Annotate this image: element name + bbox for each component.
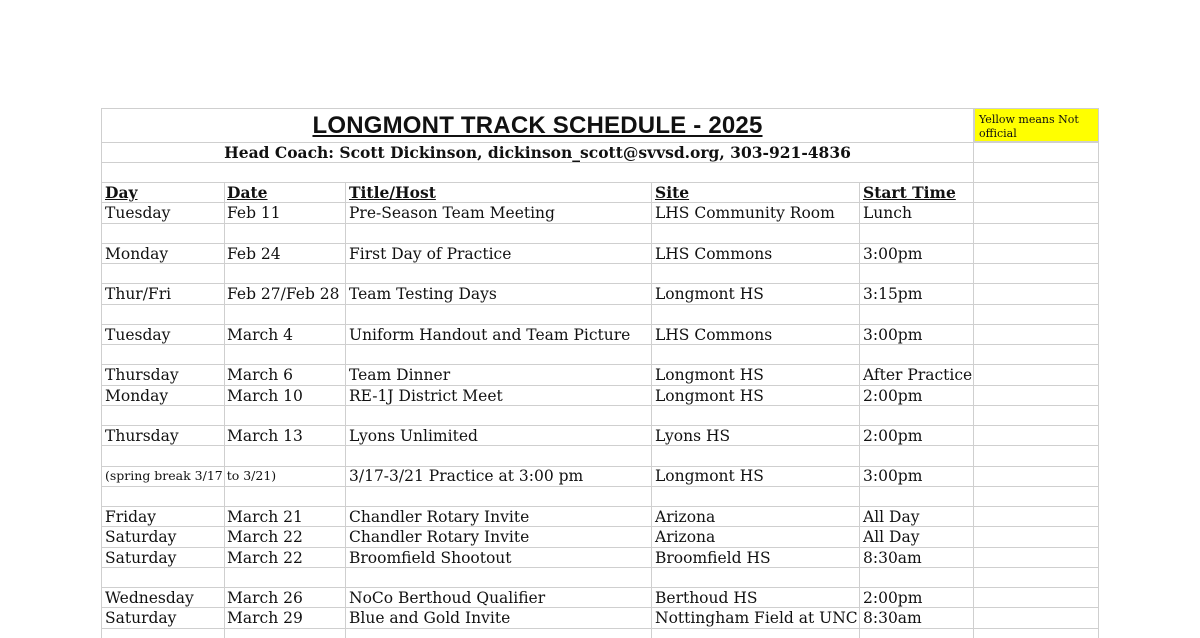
cell-day: Tuesday bbox=[105, 204, 171, 222]
cell-title-host: NoCo Berthoud Qualifier bbox=[349, 589, 546, 607]
table-row bbox=[101, 588, 974, 608]
grid-line bbox=[101, 223, 1099, 224]
coach-contact: Head Coach: Scott Dickinson, dickinson_scott@svvsd.org, 303-921-4836 bbox=[224, 143, 851, 162]
cell-title-host: Chandler Rotary Invite bbox=[349, 508, 530, 526]
table-row bbox=[101, 426, 974, 446]
cell-start-time: 3:00pm bbox=[863, 467, 923, 485]
grid-line bbox=[1098, 108, 1099, 638]
cell-title-host: Team Testing Days bbox=[349, 285, 497, 303]
cell-day: Saturday bbox=[105, 609, 177, 627]
cell-start-time: 2:00pm bbox=[863, 387, 923, 405]
table-row bbox=[101, 527, 974, 547]
cell-date: March 6 bbox=[227, 366, 293, 384]
cell-day: Thur/Fri bbox=[105, 285, 172, 303]
cell-site: Broomfield HS bbox=[655, 549, 771, 567]
unofficial-legend-note: Yellow means Not official bbox=[974, 108, 1099, 142]
table-row bbox=[101, 203, 974, 223]
cell-day: Saturday bbox=[105, 528, 177, 546]
cell-start-time: 8:30am bbox=[863, 549, 922, 567]
cell-date: Feb 27/Feb 28 bbox=[227, 285, 340, 303]
table-row bbox=[101, 284, 974, 304]
cell-date: March 4 bbox=[227, 326, 293, 344]
cell-site: Longmont HS bbox=[655, 387, 764, 405]
cell-date: Feb 11 bbox=[227, 204, 281, 222]
cell-day: Thursday bbox=[105, 366, 179, 384]
grid-line bbox=[101, 304, 1099, 305]
cell-date: March 22 bbox=[227, 528, 303, 546]
table-row bbox=[101, 548, 974, 568]
cell-start-time: All Day bbox=[863, 528, 920, 546]
cell-site: Longmont HS bbox=[655, 366, 764, 384]
cell-day: Friday bbox=[105, 508, 157, 526]
cell-title-host: Uniform Handout and Team Picture bbox=[349, 326, 631, 344]
cell-site: Nottingham Field at UNC bbox=[655, 609, 858, 627]
cell-date: March 21 bbox=[227, 508, 303, 526]
grid-line bbox=[101, 486, 1099, 487]
cell-site: Lyons HS bbox=[655, 427, 731, 445]
column-header-title-host: Title/Host bbox=[349, 183, 436, 202]
cell-title-host: RE-1J District Meet bbox=[349, 387, 503, 405]
cell-site: Longmont HS bbox=[655, 285, 764, 303]
cell-date: March 13 bbox=[227, 427, 303, 445]
grid-line bbox=[101, 628, 1099, 629]
cell-day: Thursday bbox=[105, 427, 179, 445]
cell-day: Monday bbox=[105, 245, 169, 263]
cell-start-time: 8:30am bbox=[863, 609, 922, 627]
cell-title-host: Pre-Season Team Meeting bbox=[349, 204, 555, 222]
cell-site: Arizona bbox=[655, 528, 716, 546]
cell-site: Longmont HS bbox=[655, 467, 764, 485]
table-row bbox=[101, 608, 974, 628]
spreadsheet bbox=[101, 108, 1099, 638]
table-row bbox=[101, 325, 974, 345]
table-row bbox=[101, 507, 974, 527]
cell-day: Tuesday bbox=[105, 326, 171, 344]
table-row bbox=[101, 365, 974, 385]
cell-date: March 29 bbox=[227, 609, 303, 627]
cell-date: March 22 bbox=[227, 549, 303, 567]
column-header-date: Date bbox=[227, 183, 268, 202]
cell-title-host: First Day of Practice bbox=[349, 245, 512, 263]
cell-day: (spring break 3/17 to 3/21) bbox=[105, 468, 277, 483]
cell-site: Berthoud HS bbox=[655, 589, 758, 607]
cell-start-time: 2:00pm bbox=[863, 427, 923, 445]
table-row bbox=[101, 244, 974, 264]
cell-title-host: Lyons Unlimited bbox=[349, 427, 478, 445]
cell-day: Monday bbox=[105, 387, 169, 405]
cell-start-time: All Day bbox=[863, 508, 920, 526]
column-header-site: Site bbox=[655, 183, 690, 202]
cell-start-time: 3:00pm bbox=[863, 326, 923, 344]
cell-title-host: Broomfield Shootout bbox=[349, 549, 512, 567]
cell-day: Wednesday bbox=[105, 589, 194, 607]
column-header-day: Day bbox=[105, 183, 138, 202]
cell-start-time: 2:00pm bbox=[863, 589, 923, 607]
grid-line bbox=[101, 108, 1099, 109]
cell-start-time: After Practice bbox=[863, 366, 973, 384]
cell-date: March 26 bbox=[227, 589, 303, 607]
cell-title-host: 3/17-3/21 Practice at 3:00 pm bbox=[349, 467, 584, 485]
cell-start-time: 3:00pm bbox=[863, 245, 923, 263]
page-title: LONGMONT TRACK SCHEDULE - 2025 bbox=[312, 112, 763, 139]
cell-site: Arizona bbox=[655, 508, 716, 526]
cell-start-time: 3:15pm bbox=[863, 285, 923, 303]
cell-site: LHS Community Room bbox=[655, 204, 835, 222]
cell-site: LHS Commons bbox=[655, 245, 773, 263]
cell-site: LHS Commons bbox=[655, 326, 773, 344]
cell-title-host: Blue and Gold Invite bbox=[349, 609, 511, 627]
cell-start-time: Lunch bbox=[863, 204, 912, 222]
cell-day: Saturday bbox=[105, 549, 177, 567]
cell-date: Feb 24 bbox=[227, 245, 281, 263]
cell-date: March 10 bbox=[227, 387, 303, 405]
grid-line bbox=[101, 162, 1099, 163]
table-row bbox=[101, 466, 974, 486]
cell-title-host: Team Dinner bbox=[349, 366, 451, 384]
table-row bbox=[101, 386, 974, 406]
cell-title-host: Chandler Rotary Invite bbox=[349, 528, 530, 546]
column-header-start-time: Start Time bbox=[863, 183, 956, 202]
